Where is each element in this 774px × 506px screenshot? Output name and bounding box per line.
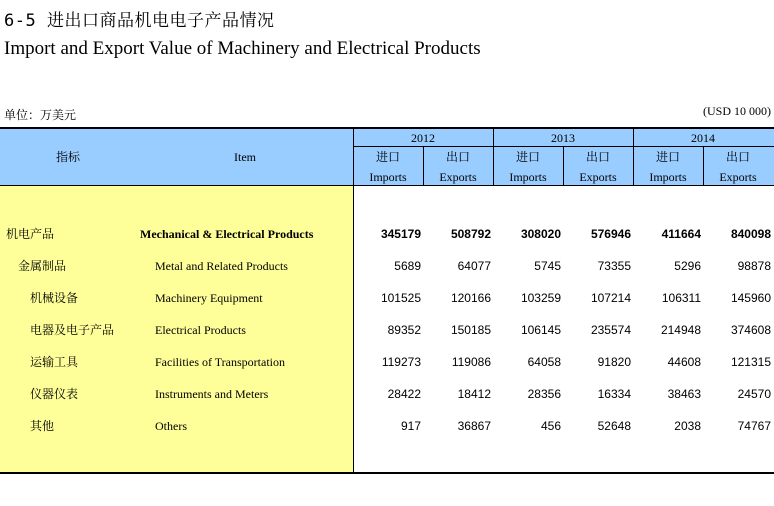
value-cell: 150185 xyxy=(450,323,491,337)
header-imports-cn: 进口 xyxy=(515,150,540,164)
value-cell: 38463 xyxy=(667,387,701,401)
value-cell: 52648 xyxy=(597,419,631,433)
page-title-chinese: 6-5 进出口商品机电电子产品情况 xyxy=(4,11,275,31)
value-cell: 121315 xyxy=(730,355,771,369)
value-cell: 308020 xyxy=(520,227,561,241)
value-cell: 107214 xyxy=(590,291,631,305)
value-cell: 106311 xyxy=(661,291,701,305)
header-exports-cn: 出口 xyxy=(585,150,610,164)
value-cell: 345179 xyxy=(380,227,421,241)
value-cell: 89352 xyxy=(387,323,421,337)
row-label-cn: 金属制品 xyxy=(18,259,67,273)
value-cell: 5689 xyxy=(394,259,421,273)
value-cell: 411664 xyxy=(661,227,701,241)
value-cell: 64077 xyxy=(457,259,491,273)
unit-label-english: (USD 10 000) xyxy=(703,104,771,118)
value-cell: 917 xyxy=(400,419,421,433)
value-cell: 28422 xyxy=(387,387,421,401)
value-cell: 98878 xyxy=(737,259,771,273)
header-imports-en: Imports xyxy=(369,170,407,184)
row-label-en: Mechanical & Electrical Products xyxy=(140,227,314,241)
row-label-cn: 电器及电子产品 xyxy=(30,323,115,337)
unit-label-chinese: 单位：万美元 xyxy=(4,108,77,122)
value-cell: 119086 xyxy=(451,355,491,369)
header-item-en: Item xyxy=(234,150,256,164)
value-cell: 64058 xyxy=(527,355,561,369)
value-cell: 2038 xyxy=(674,419,701,433)
row-label-en: Others xyxy=(155,419,187,433)
value-cell: 91820 xyxy=(597,355,631,369)
header-exports-cn: 出口 xyxy=(725,150,750,164)
table-bottom-rule xyxy=(0,472,774,474)
row-label-en: Instruments and Meters xyxy=(155,387,269,401)
row-label-en: Electrical Products xyxy=(155,323,246,337)
value-cell: 106145 xyxy=(520,323,561,337)
value-cell: 16334 xyxy=(597,387,631,401)
row-label-en: Facilities of Transportation xyxy=(155,355,285,369)
header-exports-en: Exports xyxy=(439,170,477,184)
header-year: 2012 xyxy=(411,131,435,145)
header-imports-cn: 进口 xyxy=(655,150,680,164)
value-cell: 103259 xyxy=(520,291,561,305)
header-exports-en: Exports xyxy=(719,170,757,184)
header-imports-en: Imports xyxy=(509,170,547,184)
value-cell: 840098 xyxy=(730,227,771,241)
row-label-cn: 其他 xyxy=(30,419,55,433)
value-cell: 5745 xyxy=(534,259,561,273)
value-cell: 24570 xyxy=(737,387,771,401)
value-cell: 508792 xyxy=(450,227,491,241)
value-cell: 214948 xyxy=(660,323,701,337)
row-label-cn: 仪器仪表 xyxy=(30,387,79,401)
row-label-cn: 机械设备 xyxy=(30,291,79,305)
value-cell: 119273 xyxy=(381,355,421,369)
row-label-en: Machinery Equipment xyxy=(155,291,263,305)
header-indicator-cn: 指标 xyxy=(56,150,81,164)
row-label-cn: 机电产品 xyxy=(6,227,55,241)
value-cell: 44608 xyxy=(667,355,701,369)
header-imports-cn: 进口 xyxy=(375,150,400,164)
header-year: 2014 xyxy=(691,131,715,145)
value-cell: 120166 xyxy=(450,291,491,305)
table-top-rule xyxy=(0,127,774,129)
value-cell: 36867 xyxy=(457,419,491,433)
page-title-english: Import and Export Value of Machinery and Electrical Products xyxy=(4,38,481,59)
value-cell: 73355 xyxy=(597,259,631,273)
value-cell: 576946 xyxy=(590,227,631,241)
value-cell: 28356 xyxy=(527,387,561,401)
header-year: 2013 xyxy=(551,131,575,145)
row-label-cn: 运输工具 xyxy=(30,355,79,369)
value-cell: 18412 xyxy=(457,387,491,401)
value-cell: 374608 xyxy=(730,323,771,337)
header-exports-cn: 出口 xyxy=(445,150,470,164)
header-bottom-rule xyxy=(0,185,774,186)
value-cell: 456 xyxy=(540,419,561,433)
value-cell: 5296 xyxy=(674,259,701,273)
value-cell: 101525 xyxy=(380,291,421,305)
row-label-en: Metal and Related Products xyxy=(155,259,288,273)
header-exports-en: Exports xyxy=(579,170,617,184)
value-cell: 145960 xyxy=(730,291,771,305)
value-cell: 74767 xyxy=(737,419,771,433)
value-cell: 235574 xyxy=(590,323,631,337)
header-imports-en: Imports xyxy=(649,170,687,184)
